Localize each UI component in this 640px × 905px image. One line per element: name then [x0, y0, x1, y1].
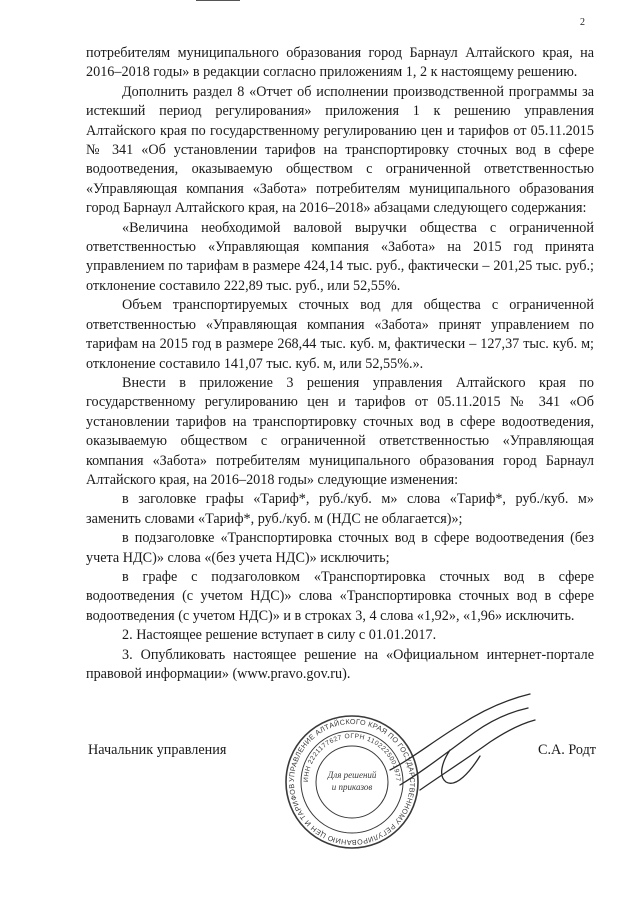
seal-outer-text: УПРАВЛЕНИЕ АЛТАЙСКОГО КРАЯ ПО ГОСУДАРСТВЕННОМУ РЕГУЛИРОВАНИЮ ЦЕН И ТАРИФОВ — [286, 716, 418, 848]
top-edge-mark — [196, 0, 240, 1]
seal-center-line-1: Для решений — [327, 770, 377, 780]
signature-block — [88, 742, 596, 766]
signatory-title: Начальник управления — [88, 742, 227, 758]
paragraph-8: в графе с подзаголовком «Транспортировка сточных вод в сфере водоотведения (с учетом НДС)» слова «Транспортировка сточных вод в сфере водоотведения (с учетом НДС)» и в строках 3, 4 слова «1,92», «1,96» исключить. — [86, 568, 594, 624]
paragraph-4: Объем транспортируемых сточных вод для общества с ограниченной ответственностью «Управляющая компания «Забота» принят управлением по тарифам на 2015 год в размере 268,44 тыс. куб. м, фактически – 127,37 тыс. куб. м; отклонение составило 141,07 тыс. куб. м, или 52,55%.». — [86, 297, 594, 372]
signatory-name: С.А. Родт — [538, 742, 596, 758]
document-body — [86, 44, 594, 684]
paragraph-6: в заголовке графы «Тариф*, руб./куб. м» слова «Тариф*, руб./куб. м» заменить словами «Тариф*, руб./куб. м (НДС не облагается)»; — [86, 491, 594, 527]
page-number: 2 — [580, 17, 585, 28]
seal-inner-text: ИНН 2221177627 ОГРН 1102225001977 — [302, 732, 402, 783]
paragraph-9: 2. Настоящее решение вступает в силу с 01.01.2017. — [122, 627, 437, 644]
paragraph-3: «Величина необходимой валовой выручки общества с ограниченной ответственностью «Управляющая компания «Забота» на 2015 год принята управлением по тарифам в размере 424,14 тыс. руб., фактически – 201,25 тыс. руб.; отклонение составило 222,89 тыс. руб., или 52,55%. — [86, 219, 594, 294]
paragraph-2: Дополнить раздел 8 «Отчет об исполнении производственной программы за истекший период регулирования» приложения 1 к решению управления Алтайского края по государственному регулированию цен и тарифов от 05.11.2015 № 341 «Об установлении тарифов на транспортировку сточных вод в сфере водоотведения, оказываемую обществом с ограниченной ответственностью «Управляющая компания «Забота» потребителям муниципального образования город Барнаул Алтайского края, на 2016–2018» абзацами следующего содержания: — [86, 83, 594, 217]
paragraph-10: 3. Опубликовать настоящее решение на «Официальном интернет-портале правовой информации» (www.pravo.gov.ru). — [86, 646, 594, 682]
paragraph-1: потребителям муниципального образования город Барнаул Алтайского края, на 2016–2018 годы» в редакции согласно приложениям 1, 2 к настоящему решению. — [86, 45, 594, 81]
paragraph-5: Внести в приложение 3 решения управления Алтайского края по государственному регулированию цен и тарифов от 05.11.2015 № 341 «Об установлении тарифов на транспортировку сточных вод в сфере водоотведения, оказываемую обществом с ограниченной ответственностью «Управляющая компания «Забота» потребителям муниципального образования город Барнаул Алтайского края, на 2016–2018 годы» следующие изменения: — [86, 374, 594, 488]
paragraph-7: в подзаголовке «Транспортировка сточных вод в сфере водоотведения (без учета НДС)» слова «(без учета НДС)» исключить; — [86, 530, 594, 566]
seal-center-line-2: и приказов — [331, 782, 373, 792]
